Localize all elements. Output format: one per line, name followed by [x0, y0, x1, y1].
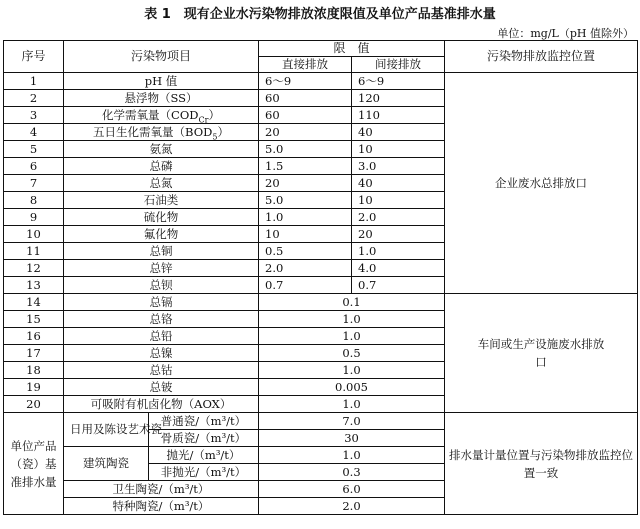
table-cell-item: [64, 209, 259, 226]
table-row: [4, 294, 638, 311]
table-cell-item: [64, 226, 259, 243]
header-seq: 序号: [4, 41, 64, 73]
pollutant-name: 化学需氧量（COD: [102, 107, 199, 122]
table-row: [4, 73, 638, 90]
pollutant-limit-table: [3, 40, 638, 515]
table-cell-indirect: 110: [352, 107, 445, 124]
table-cell-indirect: 20: [352, 226, 445, 243]
table-cell-value: 30: [259, 430, 445, 447]
table-title: 表 1 现有企业水污染物排放浓度限值及单位产品基准排水量: [144, 7, 496, 22]
table-cell-no: 13: [4, 277, 64, 294]
table-cell-indirect: 0.7: [352, 277, 445, 294]
table-cell-no: 5: [4, 141, 64, 158]
table-cell-item: [64, 90, 259, 107]
table-cell-item: 普通瓷/（m³/t）: [149, 413, 259, 430]
daily-porcelain-label: 日用及陈设艺术瓷: [64, 413, 149, 447]
table-cell-no: 17: [4, 345, 64, 362]
table-cell-value: 0.005: [259, 379, 445, 396]
table-cell-indirect: 2.0: [352, 209, 445, 226]
table-cell-item: 总钴: [64, 362, 259, 379]
table-cell-direct: 20: [259, 175, 352, 192]
table-cell-item: [64, 175, 259, 192]
pollutant-name: 硫化物: [143, 209, 179, 224]
table-cell-value: 1.0: [259, 447, 445, 464]
table-cell-value: 0.1: [259, 294, 445, 311]
table-cell-direct: 1.0: [259, 209, 352, 226]
table-cell-no: 3: [4, 107, 64, 124]
table-cell-value: 0.3: [259, 464, 445, 481]
special-ceramics-label: 特种陶瓷/（m³/t）: [64, 498, 259, 515]
table-cell-value: 1.0: [259, 396, 445, 413]
table-cell-item: [64, 192, 259, 209]
table-cell-value: 1.0: [259, 311, 445, 328]
table-cell-no: 6: [4, 158, 64, 175]
header-indirect: 间接排放: [352, 57, 445, 73]
table-cell-indirect: 40: [352, 124, 445, 141]
header-item: 污染物项目: [64, 41, 259, 73]
table-cell-item: [64, 277, 259, 294]
table-cell-direct: 60: [259, 90, 352, 107]
table-cell-no: 10: [4, 226, 64, 243]
table-cell-direct: 6～9: [259, 73, 352, 90]
pollutant-name: 总钡: [149, 277, 173, 292]
table-cell-direct: 20: [259, 124, 352, 141]
special-ceramics-value: 2.0: [259, 498, 445, 515]
table-cell-direct: 10: [259, 226, 352, 243]
table-cell-indirect: 40: [352, 175, 445, 192]
section-water-volume: [4, 413, 638, 515]
pollutant-name-tail: ）: [217, 124, 229, 139]
table-cell-value: 0.5: [259, 345, 445, 362]
table-cell-no: 15: [4, 311, 64, 328]
location-total-outlet: 企业废水总排放口: [445, 73, 638, 294]
header-direct: 直接排放: [259, 57, 352, 73]
pollutant-name: 石油类: [143, 192, 179, 207]
table-cell-direct: 0.5: [259, 243, 352, 260]
table-cell-indirect: 3.0: [352, 158, 445, 175]
pollutant-subscript: 5: [212, 131, 218, 141]
table-cell-no: 12: [4, 260, 64, 277]
table-cell-no: 9: [4, 209, 64, 226]
table-cell-value: 7.0: [259, 413, 445, 430]
water-volume-label: 单位产品（瓷）基准排水量: [4, 413, 64, 515]
pollutant-name: 总磷: [149, 158, 173, 173]
table-cell-indirect: 6～9: [352, 73, 445, 90]
table-cell-indirect: 1.0: [352, 243, 445, 260]
pollutant-name: 氨氮: [149, 141, 173, 156]
table-cell-indirect: 4.0: [352, 260, 445, 277]
pollutant-name: 总锌: [149, 260, 173, 275]
table-cell-no: 1: [4, 73, 64, 90]
table-cell-item: 总铍: [64, 379, 259, 396]
building-ceramics-label: 建筑陶瓷: [64, 447, 149, 481]
location-water-volume: 排水量计量位置与污染物排放监控位置一致: [445, 413, 638, 515]
sanitary-ceramics-label: 卫生陶瓷/（m³/t）: [64, 481, 259, 498]
pollutant-name: pH 值: [144, 73, 178, 88]
pollutant-name: 总氮: [149, 175, 173, 190]
table-cell-direct: 0.7: [259, 277, 352, 294]
table-cell-no: 16: [4, 328, 64, 345]
table-cell-no: 8: [4, 192, 64, 209]
table-cell-item: [64, 141, 259, 158]
section-general-pollutants: [4, 73, 638, 294]
table-cell-item: [64, 243, 259, 260]
table-cell-no: 7: [4, 175, 64, 192]
table-cell-item: 总铬: [64, 311, 259, 328]
table-cell-item: 总铅: [64, 328, 259, 345]
table-cell-no: 11: [4, 243, 64, 260]
unit-note: 单位：mg/L（pH 值除外）: [497, 27, 634, 40]
header-location: 污染物排放监控位置: [445, 41, 638, 73]
table-cell-no: 2: [4, 90, 64, 107]
table-cell-no: 4: [4, 124, 64, 141]
table-cell-item: 非抛光/（m³/t）: [149, 464, 259, 481]
table-cell-direct: 2.0: [259, 260, 352, 277]
pollutant-subscript: Cr: [198, 114, 209, 124]
pollutant-name: 总铜: [149, 243, 173, 258]
pollutant-name-tail: ）: [208, 107, 220, 122]
table-cell-indirect: 120: [352, 90, 445, 107]
table-cell-item: 总镍: [64, 345, 259, 362]
header-limit: 限 值: [259, 41, 445, 57]
table-cell-direct: 1.5: [259, 158, 352, 175]
table-cell-item: [64, 73, 259, 90]
table-cell-item: [64, 158, 259, 175]
table-cell-item: [64, 107, 259, 124]
table-cell-item: 抛光/（m³/t）: [149, 447, 259, 464]
table-cell-no: 20: [4, 396, 64, 413]
table-cell-indirect: 10: [352, 141, 445, 158]
table-cell-no: 18: [4, 362, 64, 379]
table-cell-item: 骨质瓷/（m³/t）: [149, 430, 259, 447]
table-cell-indirect: 10: [352, 192, 445, 209]
pollutant-name: 五日生化需氧量（BOD: [93, 124, 213, 139]
table-cell-item: [64, 124, 259, 141]
table-cell-no: 14: [4, 294, 64, 311]
table-cell-direct: 60: [259, 107, 352, 124]
table-cell-direct: 5.0: [259, 141, 352, 158]
table-cell-value: 1.0: [259, 328, 445, 345]
table-cell-item: [64, 260, 259, 277]
table-cell-value: 1.0: [259, 362, 445, 379]
section-workshop-pollutants: [4, 294, 638, 413]
pollutant-name: 氟化物: [143, 226, 179, 241]
table-cell-item: 总镉: [64, 294, 259, 311]
pollutant-name: 悬浮物（SS）: [124, 90, 198, 105]
location-workshop-outlet: 车间或生产设施废水排放口: [445, 294, 638, 413]
table-cell-direct: 5.0: [259, 192, 352, 209]
table-cell-no: 19: [4, 379, 64, 396]
sanitary-ceramics-value: 6.0: [259, 481, 445, 498]
table-cell-item: 可吸附有机卤化物（AOX）: [64, 396, 259, 413]
